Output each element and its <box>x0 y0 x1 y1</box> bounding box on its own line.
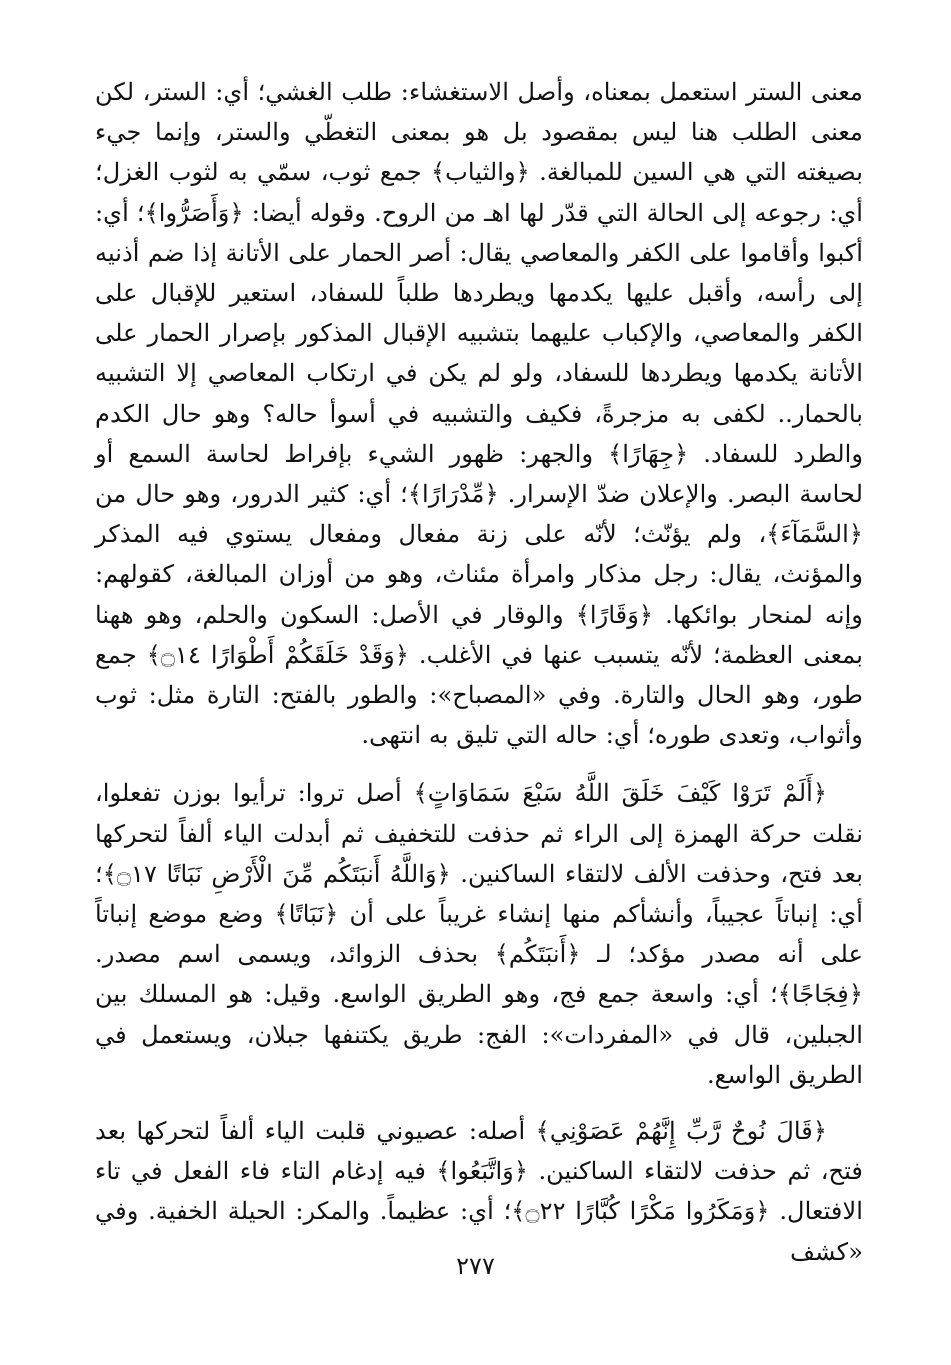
page-body <box>95 72 863 1272</box>
paragraph-commentary-2: ﴿أَلَمْ تَرَوْا كَيْفَ خَلَقَ اللَّهُ سَبْعَ سَمَاوَاتٍ﴾ أصل تروا: ترأيوا بوزن تفعلوا، نقلت حركة الهمزة إلى الراء ثم حذفت للتخفيف ثم أبدلت الياء ألفاً لتحركها بعد فتح، وحذفت الألف لالتقاء الساكنين. ﴿وَاللَّهُ أَنبَتَكُم مِّنَ الْأَرْضِ نَبَاتًا ۝١٧﴾؛ أي: إنباتاً عجيباً، وأنشأكم منها إنشاء غريباً على أن ﴿نَبَاتًا﴾ وضع موضع إنباتاً على أنه مصدر مؤكد؛ لـ ﴿أَنبَتَكُم﴾ بحذف الزوائد، ويسمى اسم مصدر. ﴿فِجَاجًا﴾؛ أي: واسعة جمع فج، وهو الطريق الواسع. وقيل: هو المسلك بين الجبلين، قال في «المفردات»: الفج: طريق يكتنفها جبلان، ويستعمل في الطريق الواسع. <box>95 779 863 1089</box>
paragraph-commentary-1: معنى الستر استعمل بمعناه، وأصل الاستغشاء: طلب الغشي؛ أي: الستر، لكن معنى الطلب هنا ليس بمقصود بل هو بمعنى التغطّي والستر، وإنما جيء بصيغته التي هي السين للمبالغة. ﴿والثياب﴾ جمع ثوب، سمّي به لثوب الغزل؛ أي: رجوعه إلى الحالة التي قدّر لها اهـ من الروح. وقوله أيضا: ﴿وَأَصَرُّوا﴾؛ أي: أكبوا وأقاموا على الكفر والمعاصي يقال: أصر الحمار على الأتانة إذا ضم أذنيه إلى رأسه، وأقبل عليها يكدمها ويطردها طلباً للسفاد، استعير للإقبال على الكفر والمعاصي، والإكباب عليهما بتشبيه الإقبال المذكور بإصرار الحمار على الأتانة يكدمها ويطردها للسفاد، ولو لم يكن في ارتكاب المعاصي إلا التشبيه بالحمار.. لكفى به مزجرةً، فكيف والتشبيه في أسوأ حاله؟ وهو حال الكدم والطرد للسفاد. ﴿جِهَارًا﴾ والجهر: ظهور الشيء بإفراط لحاسة السمع أو لحاسة البصر. والإعلان ضدّ الإسرار. ﴿مِّدْرَارًا﴾؛ أي: كثير الدرور، وهو حال من ﴿السَّمَآءَ﴾، ولم يؤنّث؛ لأنّه على زنة مفعال ومفعال يستوي فيه المذكر والمؤنث، يقال: رجل مذكار وامرأة مئناث، وهو من أوزان المبالغة، كقولهم: وإنه لمنحار بوائكها. ﴿وَقَارًا﴾ والوقار في الأصل: السكون والحلم، وهو ههنا بمعنى العظمة؛ لأنّه يتسبب عنها في الأغلب. ﴿وَقَدْ خَلَقَكُمْ أَطْوَارًا ۝١٤﴾ جمع طور، وهو الحال والتارة. وفي «المصباح»: والطور بالفتح: التارة مثل: ثوب وأثواب، وتعدى طوره؛ أي: حاله التي تليق به انتهى. <box>95 78 863 750</box>
paragraph-commentary-3: ﴿قَالَ نُوحٌ رَّبِّ إِنَّهُمْ عَصَوْنِي﴾ أصله: عصيوني قلبت الياء ألفاً لتحركها بعد فتح، ثم حذفت لالتقاء الساكنين. ﴿وَاتَّبَعُوا﴾ فيه إدغام التاء فاء الفعل في تاء الافتعال. ﴿وَمَكَرُوا مَكْرًا كُبَّارًا ۝٢٢﴾؛ أي: عظيماً. والمكر: الحيلة الخفية. وفي «كشف <box>95 1117 863 1266</box>
page-number: ٢٧٧ <box>456 1252 495 1280</box>
